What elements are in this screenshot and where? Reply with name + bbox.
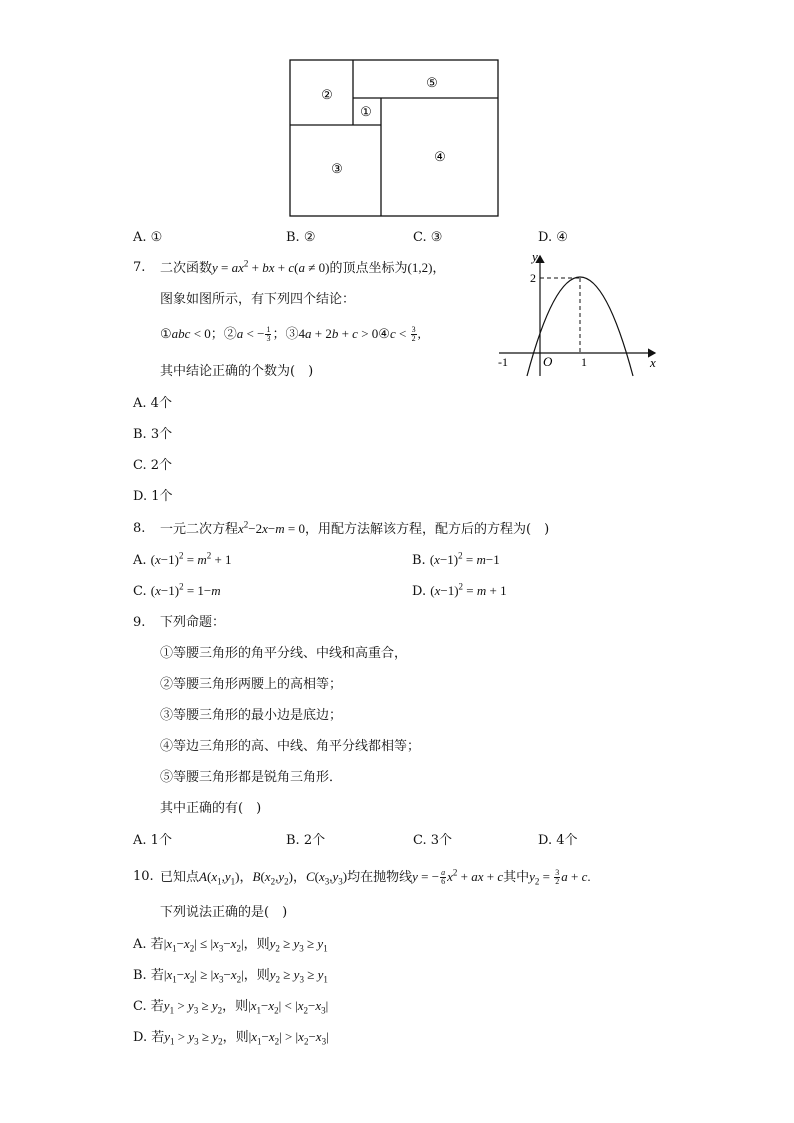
- q7-option-b[interactable]: B. 3个: [133, 427, 173, 442]
- tick-1: 1: [581, 355, 587, 369]
- q8-option-b[interactable]: B. $(x-1)^2 = m-1$: [412, 550, 500, 568]
- q10-option-c[interactable]: C. 若$y_1 > y_3 \ge y_2$，则$|x_1-x_2| < |x_2-x_3|$: [133, 998, 329, 1016]
- q9-item-5: ⑤等腰三角形都是锐角三角形．: [160, 770, 343, 785]
- option-letter: A.: [133, 230, 147, 245]
- q10-stem: 已知点$A(x_1,y_1)$，$B(x_2,y_2)$，$C(x_3,y_3)$均在抛物线y = − $\frac{a}{6}$ $x^2$ + ax + c其中$y_2$ = $\frac{3}{2}$ a + c.: [160, 867, 591, 887]
- tick-neg1: -1: [498, 355, 508, 369]
- q6-option-d[interactable]: [538, 230, 568, 246]
- q7-option-c[interactable]: C. 2个: [133, 458, 173, 473]
- q8-number: 8.: [133, 521, 146, 536]
- q8-option-d[interactable]: D. $(x-1)^2 = m + 1$: [412, 581, 507, 599]
- q9-option-a[interactable]: A. 1个: [133, 833, 172, 848]
- option-text: ①: [150, 230, 163, 245]
- q7-graph: [495, 246, 665, 378]
- q10-option-d[interactable]: D. 若$y_1 > y_3 \ge y_2$，则$|x_1-x_2| > |x_2-x_3|$: [133, 1029, 329, 1047]
- option-text: ④: [556, 230, 568, 245]
- q10-number: 10.: [133, 869, 154, 884]
- origin-label: O: [543, 354, 553, 369]
- option-text: ②: [303, 230, 316, 245]
- square-label-2: ②: [321, 87, 333, 102]
- q8-option-a[interactable]: A. $(x-1)^2 = m^2 + 1$: [133, 550, 232, 568]
- q7-number: 7.: [133, 260, 146, 275]
- q9-option-d[interactable]: D. 4个: [538, 833, 578, 848]
- q6-option-c[interactable]: [413, 230, 442, 246]
- q9-item-4: ④等边三角形的高、中线、角平分线都相等；: [160, 739, 421, 754]
- q9-option-b[interactable]: B. 2个: [286, 833, 326, 848]
- q7-option-d[interactable]: D. 1个: [133, 489, 173, 504]
- q7-question: 其中结论正确的个数为( ): [160, 364, 314, 379]
- q7-option-a[interactable]: A. 4个: [133, 396, 172, 411]
- y-axis-label: y: [532, 249, 538, 264]
- option-letter: B.: [286, 230, 300, 245]
- q9-item-2: ②等腰三角形两腰上的高相等；: [160, 677, 343, 692]
- q8-option-c[interactable]: C. $(x-1)^2 = 1-m$: [133, 581, 221, 599]
- square-label-1: ①: [360, 104, 372, 119]
- q7-conclusions: ①abc < 0；②a < − $\frac{1}{3}$ ；③4a + 2b + c > 0④c < $\frac{3}{2}$ ,: [160, 325, 421, 343]
- squares-figure: [288, 58, 502, 220]
- q6-option-b[interactable]: [286, 230, 315, 246]
- q9-intro: 下列命题：: [160, 615, 226, 630]
- q9-option-c[interactable]: C. 3个: [413, 833, 453, 848]
- option-letter: D.: [538, 230, 553, 245]
- q7-line1: 二次函数$y = ax^2$ + bx + c(a ≠ 0)的顶点坐标为(1,2)，: [160, 258, 446, 276]
- q9-item-1: ①等腰三角形的角平分线、中线和高重合，: [160, 646, 408, 661]
- option-letter: C.: [413, 230, 427, 245]
- option-text: ③: [430, 230, 443, 245]
- square-label-3: ③: [331, 161, 343, 176]
- tick-2: 2: [530, 271, 536, 285]
- square-label-5: ⑤: [426, 75, 438, 90]
- q6-option-a[interactable]: [133, 230, 162, 246]
- q9-item-3: ③等腰三角形的最小边是底边；: [160, 708, 343, 723]
- q8-stem: 一元二次方程$x^2-2x-m = 0$，用配方法解该方程，配方后的方程为( ): [160, 519, 550, 537]
- q9-number: 9.: [133, 615, 146, 630]
- q7-line2: 图象如图所示，有下列四个结论：: [160, 292, 356, 307]
- q10-option-b[interactable]: B. 若$|x_1-x_2| \ge |x_3-x_2|$，则$y_2 \ge y_3 \ge y_1$: [133, 967, 328, 985]
- x-axis-label: x: [650, 355, 656, 370]
- q10-option-a[interactable]: A. 若$|x_1-x_2| \le |x_3-x_2|$，则$y_2 \ge y_3 \ge y_1$: [133, 936, 328, 954]
- q9-question: 其中正确的有( ): [160, 801, 262, 816]
- q10-question: 下列说法正确的是( ): [160, 905, 288, 920]
- square-label-4: ④: [434, 149, 446, 164]
